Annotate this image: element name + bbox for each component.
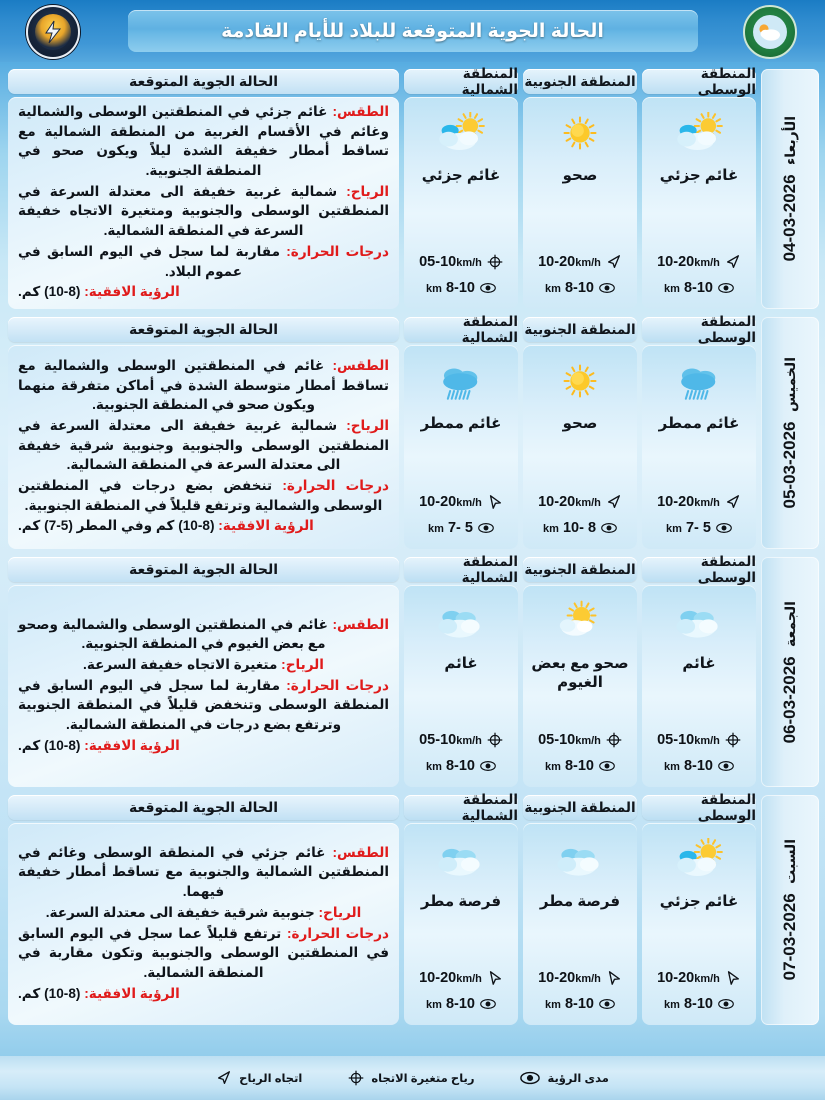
forecast-temperature-text: مقاربة لما سجل في اليوم السابق في عموم البلاد. xyxy=(18,243,280,279)
rain-cloud-icon xyxy=(430,360,492,405)
date-cell xyxy=(761,795,819,1025)
weather-condition-label: غائم xyxy=(444,655,478,672)
date-label: الأربعاء 2026-03-04 xyxy=(780,116,799,262)
region-column-northern xyxy=(404,791,518,1025)
wind-speed-value: 10-20km/h xyxy=(538,494,601,510)
wind-speed-value: 05-10km/h xyxy=(419,254,482,270)
variable-wind-icon xyxy=(725,732,741,748)
wind-metric xyxy=(526,249,634,275)
forecast-text-column xyxy=(8,795,399,1025)
legend-footer xyxy=(0,1056,825,1100)
visibility-metric xyxy=(645,275,753,301)
region-column-central xyxy=(642,791,756,1025)
region-body-central xyxy=(642,345,756,549)
region-header-central xyxy=(642,313,756,345)
forecast-wind-label: الرياح: xyxy=(346,183,389,199)
eye-icon xyxy=(599,996,615,1012)
forecast-visibility xyxy=(18,282,389,302)
weekday-label: السبت xyxy=(782,839,798,885)
forecast-visibility-label: الرؤية الافقية: xyxy=(84,284,180,300)
visibility-value: 5 -7 km xyxy=(666,520,711,536)
wind-speed-value: 10-20km/h xyxy=(538,970,601,986)
partly-cloudy-icon xyxy=(668,112,730,157)
region-header-southern xyxy=(523,557,637,582)
forecast-weather-text: غائم جزئي في المنطقتين الوسطى والشمالية وغائم في الأقسام الغربية من المنطقة الشمالية مع تساقط أمطار خفيفة الشدة ليلاً ويكون صحو في المنطقة الجنوبية. xyxy=(18,103,389,179)
eye-icon xyxy=(478,520,494,536)
visibility-metric xyxy=(645,753,753,779)
forecast-weather-label: الطقس: xyxy=(332,844,390,860)
forecast-wind xyxy=(18,655,389,675)
region-column-northern xyxy=(404,553,518,787)
forecast-visibility-text: (8-10) كم. xyxy=(18,284,81,300)
wind-arrow-icon xyxy=(725,254,741,270)
forecast-weather xyxy=(18,102,389,181)
region-header-label: المنطقة الجنوبية xyxy=(524,799,636,815)
visibility-metric xyxy=(526,275,634,301)
day-row xyxy=(0,65,825,313)
forecast-text-body xyxy=(8,345,399,549)
weather-condition-label: فرصة مطر xyxy=(420,893,502,910)
page-title xyxy=(128,10,698,52)
weather-condition-icon xyxy=(668,351,730,413)
eye-icon xyxy=(480,996,496,1012)
region-body-northern xyxy=(404,97,518,309)
forecast-visibility-text: (8-10) كم. xyxy=(18,737,81,753)
visibility-metric xyxy=(407,753,515,779)
region-body-northern xyxy=(404,345,518,549)
region-header-northern xyxy=(404,313,518,345)
forecast-text-column xyxy=(8,557,399,787)
weekday-label: الجمعة xyxy=(782,600,798,647)
page-header xyxy=(0,0,825,62)
legend-variable-wind xyxy=(348,1070,474,1086)
eye-icon xyxy=(718,996,734,1012)
eye-icon xyxy=(599,280,615,296)
legend-wind-direction-label: اتجاه الرياح xyxy=(239,1073,303,1085)
wind-metric xyxy=(407,249,515,275)
day-row xyxy=(0,313,825,553)
cloudy-icon xyxy=(549,838,611,883)
region-column-southern xyxy=(523,317,637,549)
region-body-southern xyxy=(523,345,637,549)
wind-speed-value: 10-20km/h xyxy=(538,254,601,270)
forecast-wind-text: شمالية غربية خفيفة الى معتدلة السرعة في المنطقتين الوسطى والجنوبية وجنوبية شرقية خفيفة الى معتدلة السرعة في المنطقة الشمالية. xyxy=(18,417,389,473)
variable-wind-icon xyxy=(487,254,503,270)
forecast-visibility xyxy=(18,516,389,536)
eye-icon xyxy=(599,758,615,774)
region-header-label: المنطقة الجنوبية xyxy=(524,321,636,337)
forecast-visibility-text: (8-10) كم. xyxy=(18,985,81,1001)
wind-arrow-up-icon xyxy=(487,494,503,510)
visibility-value: 8-10 km xyxy=(545,996,594,1012)
visibility-value: 8-10 km xyxy=(664,996,713,1012)
visibility-metric xyxy=(645,991,753,1017)
region-body-southern xyxy=(523,585,637,787)
forecast-wind-label: الرياح: xyxy=(346,417,389,433)
forecast-text-header-label: الحالة الجوية المتوقعة xyxy=(128,72,279,89)
forecast-wind-label: الرياح: xyxy=(281,656,324,672)
visibility-value: 8-10 km xyxy=(664,280,713,296)
weather-condition-label: صحو xyxy=(562,167,598,184)
weather-condition-icon xyxy=(430,591,492,653)
wind-speed-value: 05-10km/h xyxy=(657,732,720,748)
date-cell xyxy=(761,69,819,309)
region-column-northern xyxy=(404,313,518,549)
visibility-metric xyxy=(526,753,634,779)
forecast-wind-text: جنوبية شرقية خفيفة الى معتدلة السرعة. xyxy=(45,904,315,920)
wind-arrow-icon xyxy=(606,254,622,270)
wind-metric xyxy=(645,727,753,753)
visibility-metric xyxy=(407,515,515,541)
variable-wind-icon xyxy=(487,732,503,748)
region-header-label: المنطقة الشمالية xyxy=(461,65,518,97)
forecast-temperature-label: درجات الحرارة: xyxy=(286,243,389,259)
region-header-central xyxy=(642,791,756,823)
forecast-weather-text: غائم جزئي في المنطقة الوسطى وغائم في المنطقتين الشمالية والجنوبية مع تساقط أمطار خفيفة فيهما. xyxy=(18,844,389,900)
region-header-central xyxy=(642,553,756,585)
region-column-central xyxy=(642,553,756,787)
wind-metric xyxy=(526,727,634,753)
forecast-visibility-label: الرؤية الافقية: xyxy=(218,518,314,534)
region-header-label: المنطقة الوسطى xyxy=(697,553,756,585)
weekday-label: الأربعاء xyxy=(782,116,798,166)
lightning-bolt-icon xyxy=(43,20,63,44)
wind-arrow-icon xyxy=(725,494,741,510)
region-body-southern xyxy=(523,97,637,309)
wind-speed-value: 10-20km/h xyxy=(419,970,482,986)
region-body-northern xyxy=(404,585,518,787)
eye-icon xyxy=(480,758,496,774)
page-title-text: الحالة الجوية المتوقعة للبلاد للأيام القادمة xyxy=(221,20,604,42)
forecast-weather xyxy=(18,843,389,902)
forecast-text-header xyxy=(8,317,399,342)
weather-condition-label: فرصة مطر xyxy=(539,893,621,910)
weather-condition-icon xyxy=(549,351,611,413)
forecast-wind-text: متغيرة الاتجاه خفيفة السرعة. xyxy=(83,656,278,672)
forecast-temperature-label: درجات الحرارة: xyxy=(286,677,389,693)
weather-condition-label: غائم جزئي xyxy=(421,167,501,184)
forecast-text-header xyxy=(8,557,399,582)
region-header-northern xyxy=(404,791,518,823)
region-header-label: المنطقة الشمالية xyxy=(461,553,518,585)
legend-wind-direction xyxy=(216,1070,302,1086)
visibility-value: 8-10 km xyxy=(545,280,594,296)
eye-icon xyxy=(718,280,734,296)
wind-arrow-icon xyxy=(216,1070,232,1086)
weather-condition-icon xyxy=(549,591,611,653)
partly-cloudy-icon xyxy=(668,838,730,883)
forecast-text-header-label: الحالة الجوية المتوقعة xyxy=(128,561,279,577)
forecast-wind-text: شمالية غربية خفيفة الى معتدلة السرعة في المنطقتين الوسطى والجنوبية ومتغيرة الاتجاه خفيفة السرعة في المنطقة الشمالية. xyxy=(18,183,389,239)
date-label: السبت 2026-03-07 xyxy=(780,839,799,981)
date-label: الخميس 2026-03-05 xyxy=(780,357,799,509)
weather-condition-icon xyxy=(430,103,492,165)
wind-metric xyxy=(526,965,634,991)
wind-arrow-up-icon xyxy=(606,970,622,986)
weather-condition-label: غائم جزئي xyxy=(659,893,739,910)
forecast-temperature-label: درجات الحرارة: xyxy=(286,925,390,941)
meteorology-authority-logo xyxy=(26,5,80,59)
visibility-metric xyxy=(526,515,634,541)
region-header-southern xyxy=(523,317,637,342)
weather-condition-icon xyxy=(668,103,730,165)
wind-metric xyxy=(407,489,515,515)
legend-variable-wind-label: رياح متغيرة الاتجاه xyxy=(371,1073,475,1085)
weather-condition-icon xyxy=(549,829,611,891)
wind-speed-value: 10-20km/h xyxy=(657,970,720,986)
forecast-text-body xyxy=(8,97,399,309)
variable-wind-icon xyxy=(606,732,622,748)
region-header-northern xyxy=(404,553,518,585)
wind-metric xyxy=(526,489,634,515)
weather-condition-label: صحو مع بعض الغيوم xyxy=(531,655,629,691)
eye-icon xyxy=(718,758,734,774)
forecast-text-body xyxy=(8,585,399,787)
wind-metric xyxy=(645,489,753,515)
forecast-temperature-label: درجات الحرارة: xyxy=(282,478,389,494)
forecast-temperature-text: ترتفع قليلاً عما سجل في اليوم السابق في المنطقتين الوسطى والجنوبية وتكون مقاربة في المنطقة الشمالية. xyxy=(18,925,389,980)
region-column-southern xyxy=(523,557,637,787)
forecast-visibility-label: الرؤية الافقية: xyxy=(84,985,180,1001)
region-column-central xyxy=(642,313,756,549)
forecast-wind xyxy=(18,416,389,475)
wind-speed-value: 10-20km/h xyxy=(657,494,720,510)
forecast-weather-text: غائم في المنطقتين الوسطى والشمالية مع تساقط أمطار متوسطة الشدة في أماكن متفرقة منهما ويكون صحو في المنطقة الجنوبية. xyxy=(18,357,389,413)
region-header-label: المنطقة الجنوبية xyxy=(524,561,636,577)
forecast-temperature-text: مقاربة لما سجل في اليوم السابق في المنطقة الوسطى وتنخفض قليلاً في المنطقة الجنوبية وترتفع بضع درجات في المنطقة الشمالية. xyxy=(18,677,389,733)
forecast-text-header xyxy=(8,795,399,820)
forecast-grid xyxy=(0,62,825,1029)
eye-icon xyxy=(601,520,617,536)
region-header-label: المنطقة الوسطى xyxy=(697,791,756,823)
forecast-text-header-label: الحالة الجوية المتوقعة xyxy=(128,799,279,815)
weather-department-logo xyxy=(743,5,797,59)
region-column-southern xyxy=(523,795,637,1025)
region-header-northern xyxy=(404,65,518,97)
wind-metric xyxy=(645,965,753,991)
forecast-visibility xyxy=(18,736,389,756)
wind-metric xyxy=(645,249,753,275)
forecast-wind xyxy=(18,182,389,241)
wind-speed-value: 05-10km/h xyxy=(538,732,601,748)
weather-condition-label: غائم جزئي xyxy=(659,167,739,184)
forecast-weather xyxy=(18,356,389,415)
forecast-wind-label: الرياح: xyxy=(318,904,362,920)
visibility-metric xyxy=(407,275,515,301)
eye-icon xyxy=(716,520,732,536)
cloudy-icon xyxy=(668,600,730,645)
visibility-value: 5 -7 km xyxy=(428,520,473,536)
day-row xyxy=(0,553,825,791)
wind-arrow-up-icon xyxy=(487,970,503,986)
sunny-icon xyxy=(549,112,611,157)
weather-condition-label: غائم ممطر xyxy=(658,415,740,432)
region-column-northern xyxy=(404,65,518,309)
rain-cloud-icon xyxy=(668,360,730,405)
legend-visibility-label: مدى الرؤية xyxy=(547,1073,609,1085)
visibility-value: 8 -10 km xyxy=(543,520,597,536)
region-body-central xyxy=(642,585,756,787)
region-header-central xyxy=(642,65,756,97)
sun-cloud-icon xyxy=(757,22,783,42)
legend-visibility xyxy=(520,1071,608,1085)
region-header-label: المنطقة الوسطى xyxy=(697,65,756,97)
wind-arrow-icon xyxy=(606,494,622,510)
forecast-temperature-text: تنخفض بضع درجات في المنطقتين الوسطى والشمالية وترتفع قليلاً في المنطقة الجنوبية. xyxy=(18,478,383,513)
wind-arrow-up-icon xyxy=(725,970,741,986)
forecast-text-column xyxy=(8,317,399,549)
forecast-visibility-label: الرؤية الافقية: xyxy=(84,737,180,753)
weather-condition-label: غائم ممطر xyxy=(420,415,502,432)
visibility-metric xyxy=(407,991,515,1017)
region-body-southern xyxy=(523,823,637,1025)
cloudy-icon xyxy=(430,600,492,645)
forecast-weather xyxy=(18,615,389,654)
wind-metric xyxy=(407,727,515,753)
weather-condition-icon xyxy=(430,829,492,891)
forecast-temperature xyxy=(18,476,389,515)
visibility-value: 8-10 km xyxy=(426,280,475,296)
region-header-label: المنطقة الشمالية xyxy=(461,791,518,823)
partly-cloudy-icon xyxy=(430,112,492,157)
region-body-central xyxy=(642,97,756,309)
visibility-metric xyxy=(645,515,753,541)
forecast-weather-label: الطقس: xyxy=(332,616,389,632)
region-body-central xyxy=(642,823,756,1025)
forecast-weather-label: الطقس: xyxy=(332,103,389,119)
eye-icon xyxy=(480,280,496,296)
wind-speed-value: 05-10km/h xyxy=(419,732,482,748)
forecast-weather-text: غائم في المنطقتين الوسطى والشمالية وصحو مع بعض الغيوم في المنطقة الجنوبية. xyxy=(18,616,328,652)
region-header-southern xyxy=(523,795,637,820)
visibility-value: 8-10 km xyxy=(426,758,475,774)
weather-condition-icon xyxy=(549,103,611,165)
visibility-metric xyxy=(526,991,634,1017)
sun-some-clouds-icon xyxy=(549,600,611,645)
eye-icon xyxy=(520,1071,540,1085)
sunny-icon xyxy=(549,360,611,405)
wind-metric xyxy=(407,965,515,991)
visibility-value: 8-10 km xyxy=(545,758,594,774)
day-row xyxy=(0,791,825,1029)
weather-condition-icon xyxy=(430,351,492,413)
region-column-southern xyxy=(523,69,637,309)
forecast-temperature xyxy=(18,242,389,281)
forecast-wind xyxy=(18,903,389,923)
forecast-visibility-text: (8-10) كم وفي المطر (5-7) كم. xyxy=(18,518,215,534)
forecast-weather-label: الطقس: xyxy=(332,357,389,373)
forecast-temperature xyxy=(18,924,389,983)
variable-wind-icon xyxy=(348,1070,364,1086)
weather-condition-icon xyxy=(668,591,730,653)
region-header-label: المنطقة الشمالية xyxy=(461,313,518,345)
forecast-text-column xyxy=(8,69,399,309)
weather-condition-label: صحو xyxy=(562,415,598,432)
cloudy-icon xyxy=(430,838,492,883)
date-cell xyxy=(761,317,819,549)
weather-condition-icon xyxy=(668,829,730,891)
forecast-text-header-label: الحالة الجوية المتوقعة xyxy=(128,321,279,337)
visibility-value: 8-10 km xyxy=(426,996,475,1012)
visibility-value: 8-10 km xyxy=(664,758,713,774)
wind-speed-value: 10-20km/h xyxy=(419,494,482,510)
region-body-northern xyxy=(404,823,518,1025)
weekday-label: الخميس xyxy=(782,357,798,413)
forecast-text-header xyxy=(8,69,399,94)
date-label: الجمعة 2026-03-06 xyxy=(780,600,799,744)
region-column-central xyxy=(642,65,756,309)
forecast-temperature xyxy=(18,676,389,735)
forecast-text-body xyxy=(8,823,399,1025)
region-header-label: المنطقة الوسطى xyxy=(697,313,756,345)
weather-condition-label: غائم xyxy=(682,655,716,672)
wind-speed-value: 10-20km/h xyxy=(657,254,720,270)
region-header-label: المنطقة الجنوبية xyxy=(524,73,636,89)
region-header-southern xyxy=(523,69,637,94)
date-cell xyxy=(761,557,819,787)
forecast-visibility xyxy=(18,984,389,1004)
